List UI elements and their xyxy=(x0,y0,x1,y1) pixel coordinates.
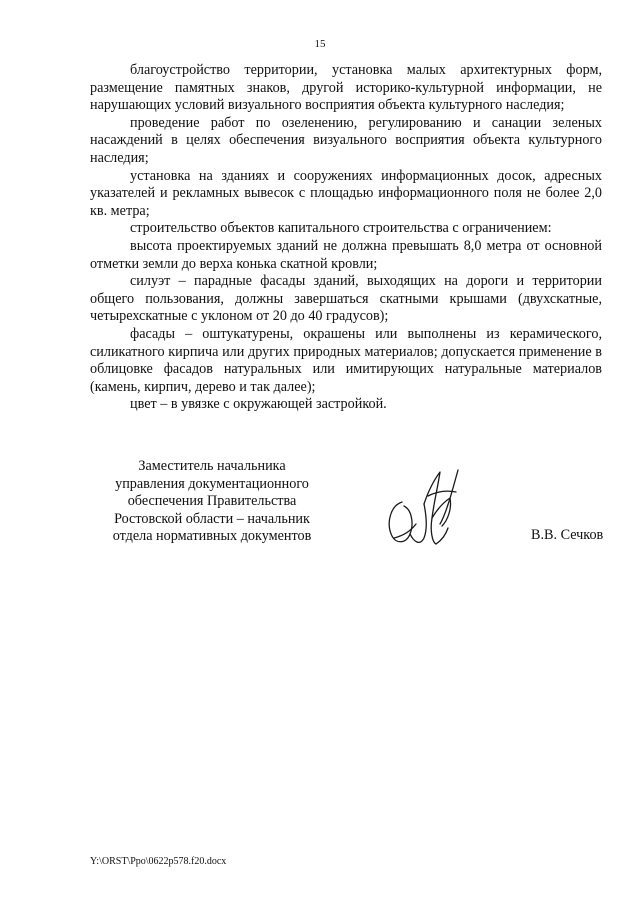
paragraph: цвет – в увязке с окружающей застройкой. xyxy=(130,396,387,413)
paragraph: силуэт – парадные фасады зданий, выходящих на дороги и территории общего пользования, должны завершаться скатными крышами (двухскатные, четырехскатные с уклоном от 20 до 40 градусов); xyxy=(90,273,602,325)
paragraph: установка на зданиях и сооружениях информационных досок, адресных указателей и рекламных вывесок с площадью информационного поля не более 2,0 кв. метра; xyxy=(90,167,602,219)
signatory-position-line: отдела нормативных документов xyxy=(112,528,312,545)
file-path-footer: Y:\ORST\Ppo\0622p578.f20.docx xyxy=(90,856,227,867)
signatory-position-line: управления документационного xyxy=(115,475,309,492)
signatory-position-line: Ростовской области – начальник xyxy=(114,510,310,527)
paragraph: фасады – оштукатурены, окрашены или выполнены из керамического, силикатного кирпича или других природных материалов; допускается применение в облицовке фасадов натуральных или имитирующих натуральные материалов (камень, кирпич, дерево и так далее); xyxy=(90,325,602,395)
paragraph: высота проектируемых зданий не должна превышать 8,0 метра от основной отметки земли до верха конька скатной кровли; xyxy=(90,237,602,272)
page-number: 15 xyxy=(314,38,326,50)
signatory-name: В.В. Сечков xyxy=(531,527,604,543)
signatory-position xyxy=(100,458,324,546)
handwritten-signature xyxy=(380,462,466,558)
paragraph: проведение работ по озеленению, регулированию и санации зеленых насаждений в целях обеспечения визуального восприятия объекта культурного наследия; xyxy=(90,114,602,166)
signatory-position-line: обеспечения Правительства xyxy=(127,493,297,510)
paragraph: благоустройство территории, установка малых архитектурных форм, размещение памятных знаков, другой историко-культурной информации, не нарушающих условий визуального восприятия объекта культурного наследия; xyxy=(90,62,602,114)
signatory-position-line: Заместитель начальника xyxy=(138,458,286,474)
document-body xyxy=(90,62,602,414)
paragraph: строительство объектов капитального строительства с ограничением: xyxy=(130,220,552,237)
